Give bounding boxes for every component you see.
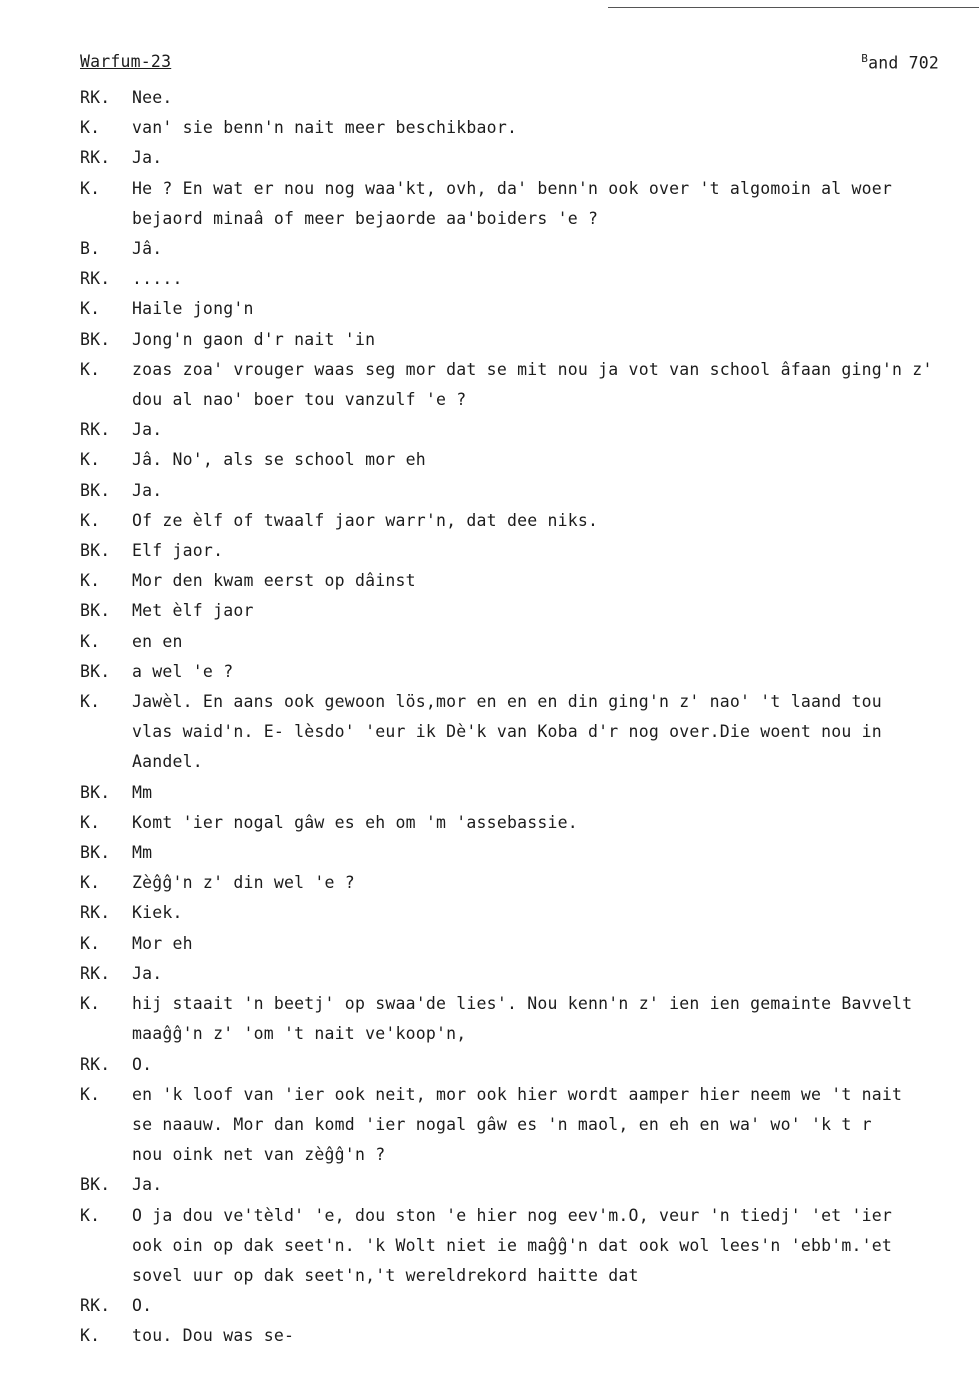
utterance-text: dou al nao' boer tou vanzulf 'e ?	[132, 390, 467, 410]
transcript-body	[80, 83, 960, 1352]
speaker-label	[80, 717, 132, 747]
tape-number-label: and 702	[868, 53, 939, 73]
utterance-text: se naauw. Mor dan komd 'ier nogal gâw es 'n maol, en eh en wa' wo' 'k t r	[132, 1114, 872, 1134]
transcript-line	[80, 687, 960, 717]
transcript-line	[80, 1261, 960, 1291]
speaker-label: RK.	[80, 88, 111, 107]
speaker-label	[80, 204, 132, 234]
utterance-text: He ? En wat er nou nog waa'kt, ovh, da' benn'n ook over 't algomoin al woer	[132, 178, 893, 198]
transcript-line	[80, 1080, 960, 1110]
speaker-label: K.	[80, 933, 101, 953]
page-header	[80, 52, 939, 78]
utterance-text: Mm	[132, 843, 153, 863]
utterance-text: ook oin op dak seet'n. 'k Wolt niet ie maĝĝ'n dat ook wol lees'n 'ebb'm.'et	[132, 1235, 893, 1255]
transcript-line	[80, 385, 960, 415]
speaker-label: RK.	[80, 1054, 111, 1074]
speaker-label: K.	[80, 450, 101, 470]
utterance-text: vlas waid'n. E- lèsdo' 'eur ik Dè'k van Koba d'r nog over.Die woent nou in	[132, 722, 882, 742]
transcript-line	[80, 1050, 960, 1080]
speaker-label	[80, 1110, 132, 1140]
speaker-label	[80, 1140, 132, 1170]
transcript-line	[80, 476, 960, 506]
utterance-text: Met èlf jaor	[132, 601, 254, 621]
speaker-label	[80, 1019, 132, 1049]
utterance-text: Ja.	[132, 480, 163, 500]
transcript-line	[80, 506, 960, 536]
speaker-label: BK.	[80, 661, 111, 681]
transcript-line	[80, 747, 960, 777]
utterance-text: Jong'n gaon d'r nait 'in	[132, 329, 376, 349]
utterance-text: Of ze èlf of twaalf jaor warr'n, dat dee niks.	[132, 510, 599, 530]
top-rule	[608, 7, 979, 8]
speaker-label	[80, 385, 132, 415]
speaker-label: RK.	[80, 420, 111, 440]
speaker-label: K.	[80, 692, 101, 712]
utterance-text: van' sie benn'n nait meer beschikbaor.	[132, 118, 518, 138]
speaker-label: K.	[80, 1084, 101, 1104]
utterance-text: Nee.	[132, 88, 173, 107]
speaker-label: K.	[80, 571, 101, 591]
utterance-text: Jâ.	[132, 239, 163, 259]
transcript-line	[80, 445, 960, 475]
utterance-text: Mor den kwam eerst op dâinst	[132, 571, 416, 591]
speaker-label: K.	[80, 510, 101, 530]
utterance-text: Kiek.	[132, 903, 183, 923]
transcript-line	[80, 143, 960, 173]
speaker-label: RK.	[80, 269, 111, 289]
utterance-text: .....	[132, 269, 183, 289]
speaker-label: BK.	[80, 329, 111, 349]
transcript-line	[80, 778, 960, 808]
transcript-line	[80, 1170, 960, 1200]
speaker-label	[80, 1261, 132, 1291]
transcript-line	[80, 264, 960, 294]
transcript-line	[80, 355, 960, 385]
speaker-label: K.	[80, 812, 101, 832]
utterance-text: zoas zoa' vrouger waas seg mor dat se mit nou ja vot van school âfaan ging'n z'	[132, 359, 933, 379]
transcript-line	[80, 1140, 960, 1170]
speaker-label: K.	[80, 1326, 101, 1346]
transcript-line	[80, 1019, 960, 1049]
transcript-line	[80, 1110, 960, 1140]
transcript-line	[80, 959, 960, 989]
utterance-text: Komt 'ier nogal gâw es eh om 'm 'assebassie.	[132, 812, 578, 832]
utterance-text: Ja.	[132, 963, 163, 983]
speaker-label: BK.	[80, 1175, 111, 1195]
utterance-text: maaĝĝ'n z' 'om 't nait ve'koop'n,	[132, 1024, 467, 1044]
speaker-label: RK.	[80, 903, 111, 923]
utterance-text: en en	[132, 631, 183, 651]
transcript-line	[80, 596, 960, 626]
speaker-label	[80, 1231, 132, 1261]
speaker-label: K.	[80, 994, 101, 1014]
transcript-line	[80, 325, 960, 355]
transcript-line	[80, 657, 960, 687]
transcript-line	[80, 415, 960, 445]
utterance-text: en 'k loof van 'ier ook neit, mor ook hier wordt aamper hier neem we 't nait	[132, 1084, 903, 1104]
transcript-line	[80, 898, 960, 928]
utterance-text: Ja.	[132, 420, 163, 440]
utterance-text: Jâ. No', als se school mor eh	[132, 450, 426, 470]
speaker-label: RK.	[80, 963, 111, 983]
transcript-line	[80, 1321, 960, 1351]
transcript-line	[80, 989, 960, 1019]
utterance-text: Aandel.	[132, 752, 203, 772]
speaker-label: BK.	[80, 480, 111, 500]
speaker-label: BK.	[80, 843, 111, 863]
transcript-line	[80, 113, 960, 143]
utterance-text: Ja.	[132, 148, 163, 168]
speaker-label: K.	[80, 299, 101, 319]
tape-number-prefix: B	[861, 52, 869, 65]
utterance-text: a wel 'e ?	[132, 661, 234, 681]
transcript-line	[80, 929, 960, 959]
utterance-text: sovel uur op dak seet'n,'t wereldrekord haitte dat	[132, 1265, 639, 1285]
speaker-label: BK.	[80, 541, 111, 561]
utterance-text: hij staait 'n beetj' op swaa'de lies'. Nou kenn'n z' ien ien gemainte Bavvelt	[132, 994, 913, 1014]
transcript-line	[80, 536, 960, 566]
utterance-text: Haile jong'n	[132, 299, 254, 319]
speaker-label: BK.	[80, 782, 111, 802]
transcript-line	[80, 1231, 960, 1261]
utterance-text: Mm	[132, 782, 153, 802]
speaker-label: K.	[80, 1205, 101, 1225]
speaker-label: K.	[80, 178, 101, 198]
speaker-label: K.	[80, 118, 101, 138]
transcript-line	[80, 204, 960, 234]
utterance-text: O.	[132, 1054, 153, 1074]
speaker-label: RK.	[80, 1296, 111, 1316]
transcript-line	[80, 717, 960, 747]
utterance-text: O.	[132, 1296, 153, 1316]
speaker-label: K.	[80, 631, 101, 651]
transcript-line	[80, 808, 960, 838]
tape-number	[861, 52, 939, 73]
transcript-line	[80, 234, 960, 264]
transcript-line	[80, 868, 960, 898]
speaker-label: K.	[80, 359, 101, 379]
speaker-label	[80, 747, 132, 777]
speaker-label: RK.	[80, 148, 111, 168]
transcript-line	[80, 627, 960, 657]
utterance-text: tou. Dou was se-	[132, 1326, 295, 1346]
utterance-text: O ja dou ve'tèld' 'e, dou ston 'e hier nog eev'm.O, veur 'n tiedj' 'et 'ier	[132, 1205, 893, 1225]
utterance-text: Elf jaor.	[132, 541, 224, 561]
transcript-line	[80, 566, 960, 596]
transcript-line	[80, 838, 960, 868]
transcript-line	[80, 83, 960, 113]
transcript-line	[80, 174, 960, 204]
transcript-id: Warfum-23	[80, 52, 172, 71]
transcript-line	[80, 1291, 960, 1321]
speaker-label: BK.	[80, 601, 111, 621]
utterance-text: bejaord minaâ of meer bejaorde aa'boiders 'e ?	[132, 208, 599, 228]
utterance-text: Mor eh	[132, 933, 193, 953]
utterance-text: Zèĝĝ'n z' din wel 'e ?	[132, 873, 355, 893]
speaker-label: K.	[80, 873, 101, 893]
utterance-text: Jawèl. En aans ook gewoon lös,mor en en en din ging'n z' nao' 't laand tou	[132, 692, 882, 712]
utterance-text: nou oink net van zèĝĝ'n ?	[132, 1145, 386, 1165]
transcript-line	[80, 1201, 960, 1231]
transcript-line	[80, 294, 960, 324]
speaker-label: B.	[80, 239, 101, 259]
utterance-text: Ja.	[132, 1175, 163, 1195]
